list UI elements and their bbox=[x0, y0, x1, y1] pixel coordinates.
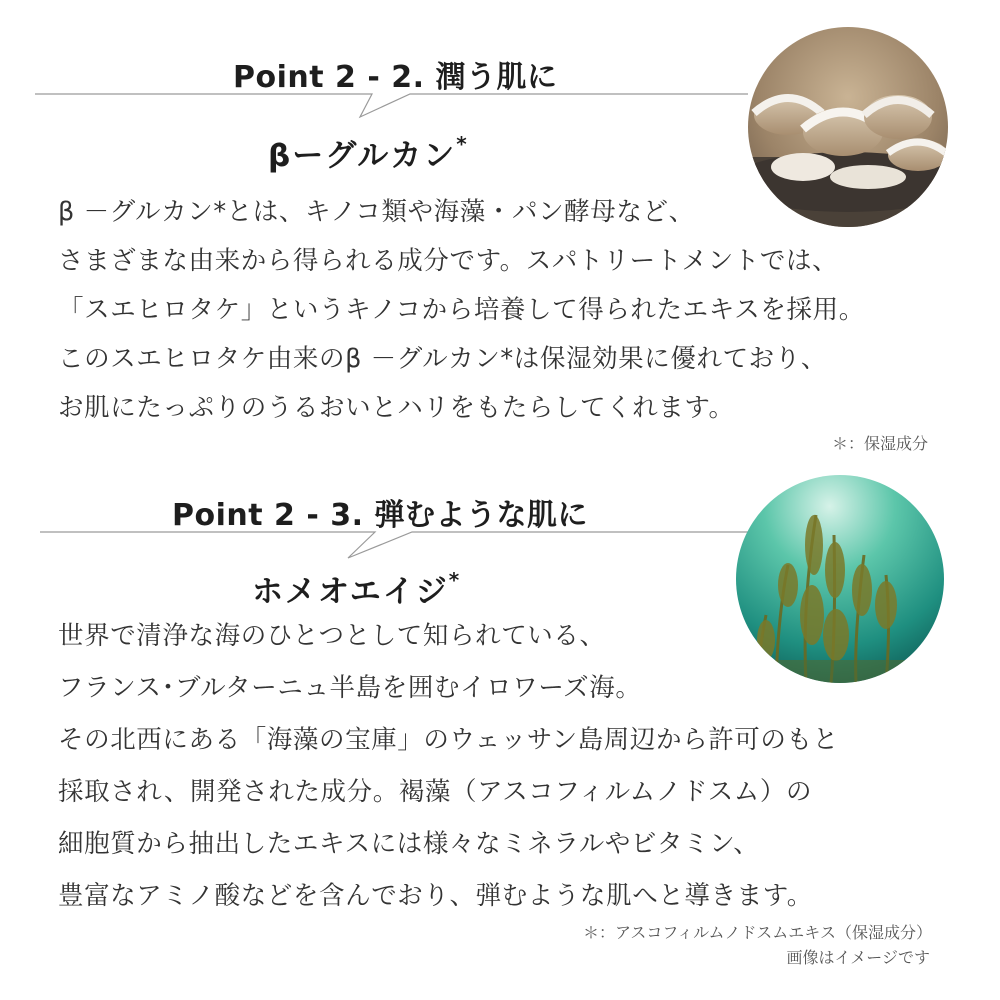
description-line: その北西にある「海藻の宝庫」のウェッサン島周辺から許可のもと bbox=[58, 725, 839, 755]
description-line: 細胞質から抽出したエキスには様々なミネラルやビタミン、 bbox=[58, 829, 760, 859]
asterisk-mark: * bbox=[448, 567, 462, 592]
ingredient-title bbox=[268, 130, 469, 175]
ingredient-name: βーグルカン bbox=[268, 138, 457, 174]
ingredient-name: ホメオエイジ bbox=[252, 574, 449, 610]
section-heading: Point 2 - 2. 潤う肌に bbox=[233, 60, 558, 95]
description-text bbox=[58, 610, 839, 922]
description-line: β －グルカン*とは、キノコ類や海藻・パン酵母など、 bbox=[58, 197, 695, 227]
description-line: お肌にたっぷりのうるおいとハリをもたらしてくれます。 bbox=[58, 393, 735, 423]
description-line: さまざまな由来から得られる成分です。スパトリートメントでは、 bbox=[58, 246, 839, 276]
section-beta-glucan bbox=[0, 0, 1000, 470]
footnote: ＊：アスコフィルムノドスムエキス（保湿成分） bbox=[583, 923, 932, 942]
footnote: ＊：保湿成分 bbox=[831, 434, 928, 453]
description-line: このスエヒロタケ由来のβ －グルカン*は保湿効果に優れており、 bbox=[58, 344, 827, 374]
section-homeoage bbox=[0, 470, 1000, 1000]
ingredient-title bbox=[252, 566, 461, 611]
image-caption: 画像はイメージです bbox=[786, 948, 930, 967]
section-heading: Point 2 - 3. 弾むような肌に bbox=[172, 498, 588, 533]
description-line: フランス･ブルターニュ半島を囲むイロワーズ海。 bbox=[58, 673, 642, 703]
description-line: 「スエヒロタケ」というキノコから培養して得られたエキスを採用。 bbox=[58, 295, 865, 325]
description-line: 採取され、開発された成分。褐藻（アスコフィルムノドスム）の bbox=[58, 777, 813, 807]
description-line: 豊富なアミノ酸などを含んでおり、弾むような肌へと導きます。 bbox=[58, 881, 813, 911]
asterisk-mark: * bbox=[456, 131, 469, 156]
description-line: 世界で清浄な海のひとつとして知られている、 bbox=[58, 621, 606, 651]
description-text bbox=[58, 188, 865, 433]
